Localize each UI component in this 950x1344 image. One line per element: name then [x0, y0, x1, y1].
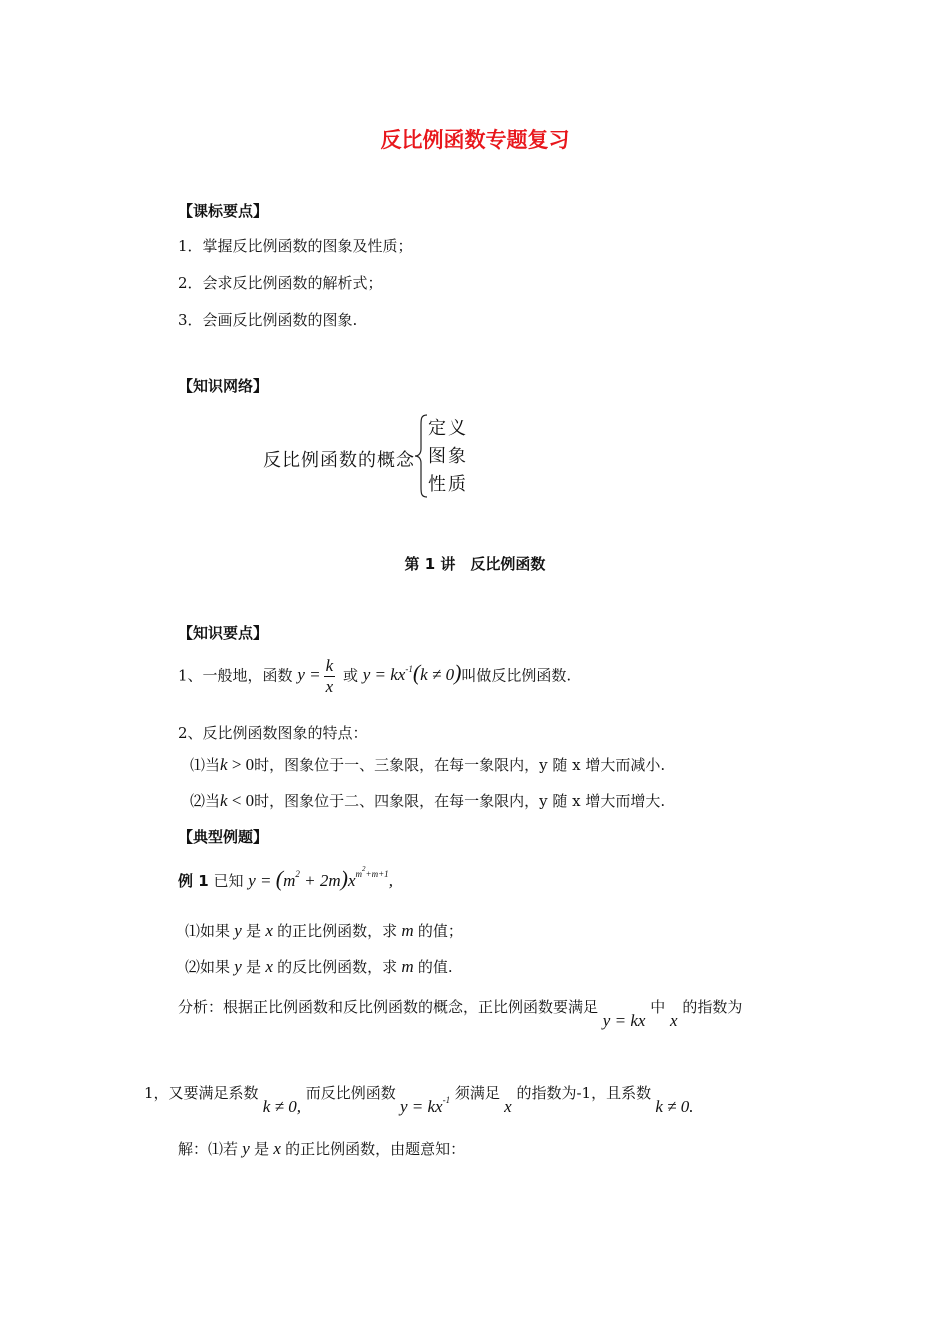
- knowledge-point-4: ⑵当k < 0时，图象位于二、四象限，在每一象限内，y 随 x 增大而增大.: [190, 791, 666, 810]
- network-branch-property: 性质: [428, 474, 468, 495]
- network-branch-graph: 图象: [428, 446, 468, 467]
- page-title: 反比例函数专题复习: [380, 128, 570, 152]
- solution-line-1: 解：⑴若 y 是 x 的正比例函数，由题意知：: [178, 1139, 466, 1158]
- example-1-text: 已知: [213, 872, 244, 890]
- lecture-title: 第 1 讲 反比例函数: [404, 555, 546, 573]
- curriculum-item-3: 3．会画反比例函数的图象.: [178, 311, 358, 329]
- knowledge-heading: 【知识要点】: [178, 624, 269, 642]
- knowledge-point-3: ⑴当k > 0时，图象位于一、三象限，在每一象限内，y 随 x 增大而减小.: [190, 755, 666, 774]
- knowledge-point-1: [178, 656, 571, 697]
- curriculum-heading: 【课标要点】: [178, 202, 269, 220]
- network-root: 反比例函数的概念: [263, 450, 415, 471]
- example-1-formula: $y = (m^2 + 2m)x^{m^2+m+1}$,: [248, 865, 393, 891]
- kp1-prefix: 1、一般地，函数: [178, 666, 293, 685]
- formula-y-eq-k-over-x: y = $\frac{k}{x}$: [297, 656, 334, 696]
- example-1: [178, 866, 393, 892]
- kp1-suffix: 叫做反比例函数.: [461, 666, 572, 685]
- example-1-label: 例 1: [178, 872, 209, 890]
- analysis-line-2: 1，又要满足系数 k ≠ 0, 而反比例函数 $y = kx^{-1}$ 须满足 x 的指数为-1，且系数 k ≠ 0.: [144, 1084, 694, 1116]
- curriculum-item-2: 2．会求反比例函数的解析式；: [178, 274, 383, 292]
- analysis-line-1: 分析：根据正比例函数和反比例函数的概念，正比例函数要满足 y = kx 中 x 的指数为: [178, 998, 743, 1030]
- examples-heading: 【典型例题】: [178, 828, 269, 846]
- question-1: ⑴如果 y 是 x 的正比例函数，求 m 的值；: [185, 921, 463, 940]
- curriculum-item-1: 1．掌握反比例函数的图象及性质；: [178, 237, 413, 255]
- knowledge-point-2: 2、反比例函数图象的特点：: [178, 724, 368, 742]
- network-heading: 【知识网络】: [178, 377, 269, 395]
- kp1-or: 或: [342, 666, 358, 685]
- question-2: ⑵如果 y 是 x 的反比例函数，求 m 的值.: [185, 957, 453, 976]
- network-branches: [428, 415, 468, 499]
- network-brace: [413, 413, 429, 499]
- formula-y-eq-kx-inverse: $y = kx^{-1}(k \ne 0)$: [362, 660, 462, 686]
- network-branch-definition: 定义: [428, 418, 468, 439]
